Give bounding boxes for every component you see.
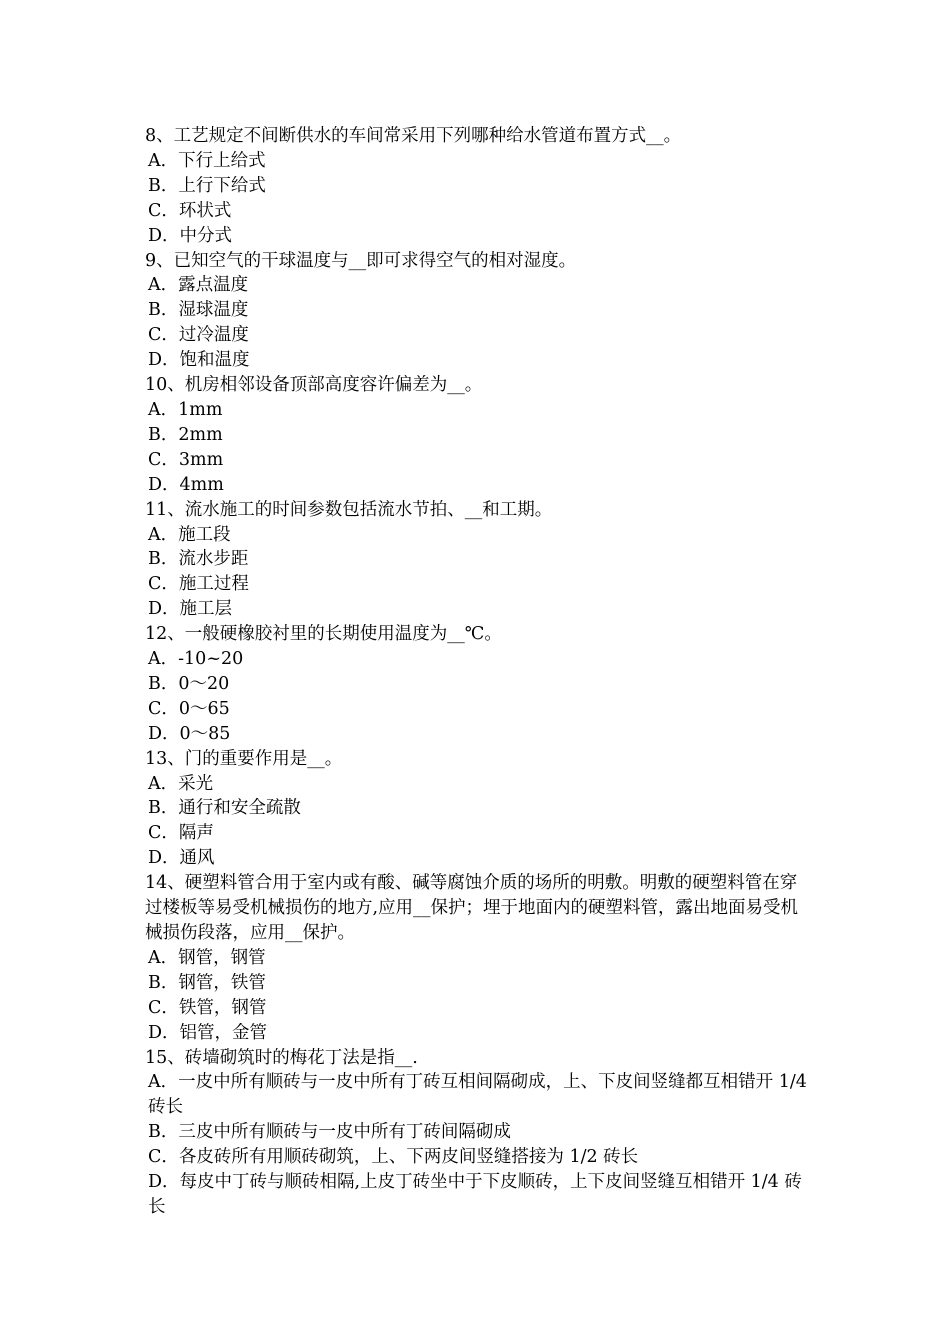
question-stem: 14、硬塑料管合用于室内或有酸、碱等腐蚀介质的场所的明敷。明敷的硬塑料管在穿过楼板等易受机械损伤的地方,应用__保护；埋于地面内的硬塑料管，露出地面易受机械损伤段落，应用__保护。 xyxy=(145,873,799,943)
option-c: C．过冷温度 xyxy=(148,325,249,346)
option-b: B．钢管，铁管 xyxy=(148,972,266,993)
question-block xyxy=(145,373,810,498)
option-b: B．流水步距 xyxy=(148,549,249,570)
option-a: A．钢管，钢管 xyxy=(148,947,266,968)
option-a: A．-10~20 xyxy=(148,649,244,670)
option-c: C．环状式 xyxy=(148,200,232,221)
option-a: A．施工段 xyxy=(148,524,231,545)
option-b: B．三皮中所有顺砖与一皮中所有丁砖间隔砌成 xyxy=(148,1122,511,1143)
question-stem: 12、一般硬橡胶衬里的长期使用温度为__℃。 xyxy=(145,624,502,645)
question-stem: 15、砖墙砌筑时的梅花丁法是指__. xyxy=(145,1047,418,1068)
question-block xyxy=(145,747,810,872)
option-a: A．下行上给式 xyxy=(148,150,266,171)
option-d: D．中分式 xyxy=(148,225,233,246)
question-block xyxy=(145,124,810,249)
option-c: C．铁管，钢管 xyxy=(148,997,267,1018)
option-c: C．各皮砖所有用顺砖砌筑，上、下两皮间竖缝搭接为 1/2 砖长 xyxy=(148,1147,639,1168)
question-block xyxy=(145,871,810,1045)
option-d: D．0～85 xyxy=(148,723,231,744)
question-block xyxy=(145,622,810,747)
question-stem: 10、机房相邻设备顶部高度容许偏差为__。 xyxy=(145,375,483,396)
question-stem: 13、门的重要作用是__。 xyxy=(145,748,343,769)
option-a: A．采光 xyxy=(148,773,214,794)
option-d: D．饱和温度 xyxy=(148,350,250,371)
option-b: B．2mm xyxy=(148,424,223,445)
option-a: A．露点温度 xyxy=(148,275,249,296)
question-stem: 8、工艺规定不间断供水的车间常采用下列哪种给水管道布置方式__。 xyxy=(145,126,682,146)
option-a: A．一皮中所有顺砖与一皮中所有丁砖互相间隔砌成，上、下皮间竖缝都互相错开 1/4 砖长 xyxy=(148,1072,807,1118)
option-b: B．湿球温度 xyxy=(148,300,249,321)
option-b: B．通行和安全疏散 xyxy=(148,798,301,819)
option-c: C．3mm xyxy=(148,449,224,470)
question-block xyxy=(145,498,810,623)
option-c: C．施工过程 xyxy=(148,574,249,595)
question-stem: 11、流水施工的时间参数包括流水节拍、__和工期。 xyxy=(145,499,553,520)
option-c: C．隔声 xyxy=(148,823,214,844)
document-body xyxy=(145,124,810,1220)
option-b: B．0～20 xyxy=(148,673,230,694)
question-block xyxy=(145,1046,810,1220)
option-d: D．施工层 xyxy=(148,599,233,620)
option-b: B．上行下给式 xyxy=(148,175,266,196)
option-d: D．4mm xyxy=(148,474,224,495)
option-d: D．每皮中丁砖与顺砖相隔,上皮丁砖坐中于下皮顺砖，上下皮间竖缝互相错开 1/4 砖长 xyxy=(148,1172,802,1217)
option-c: C．0～65 xyxy=(148,698,230,719)
option-d: D．铝管，金管 xyxy=(148,1022,268,1043)
option-a: A．1mm xyxy=(148,399,223,420)
question-stem: 9、已知空气的干球温度与__即可求得空气的相对湿度。 xyxy=(145,250,577,271)
option-d: D．通风 xyxy=(148,848,215,869)
question-block xyxy=(145,249,810,374)
